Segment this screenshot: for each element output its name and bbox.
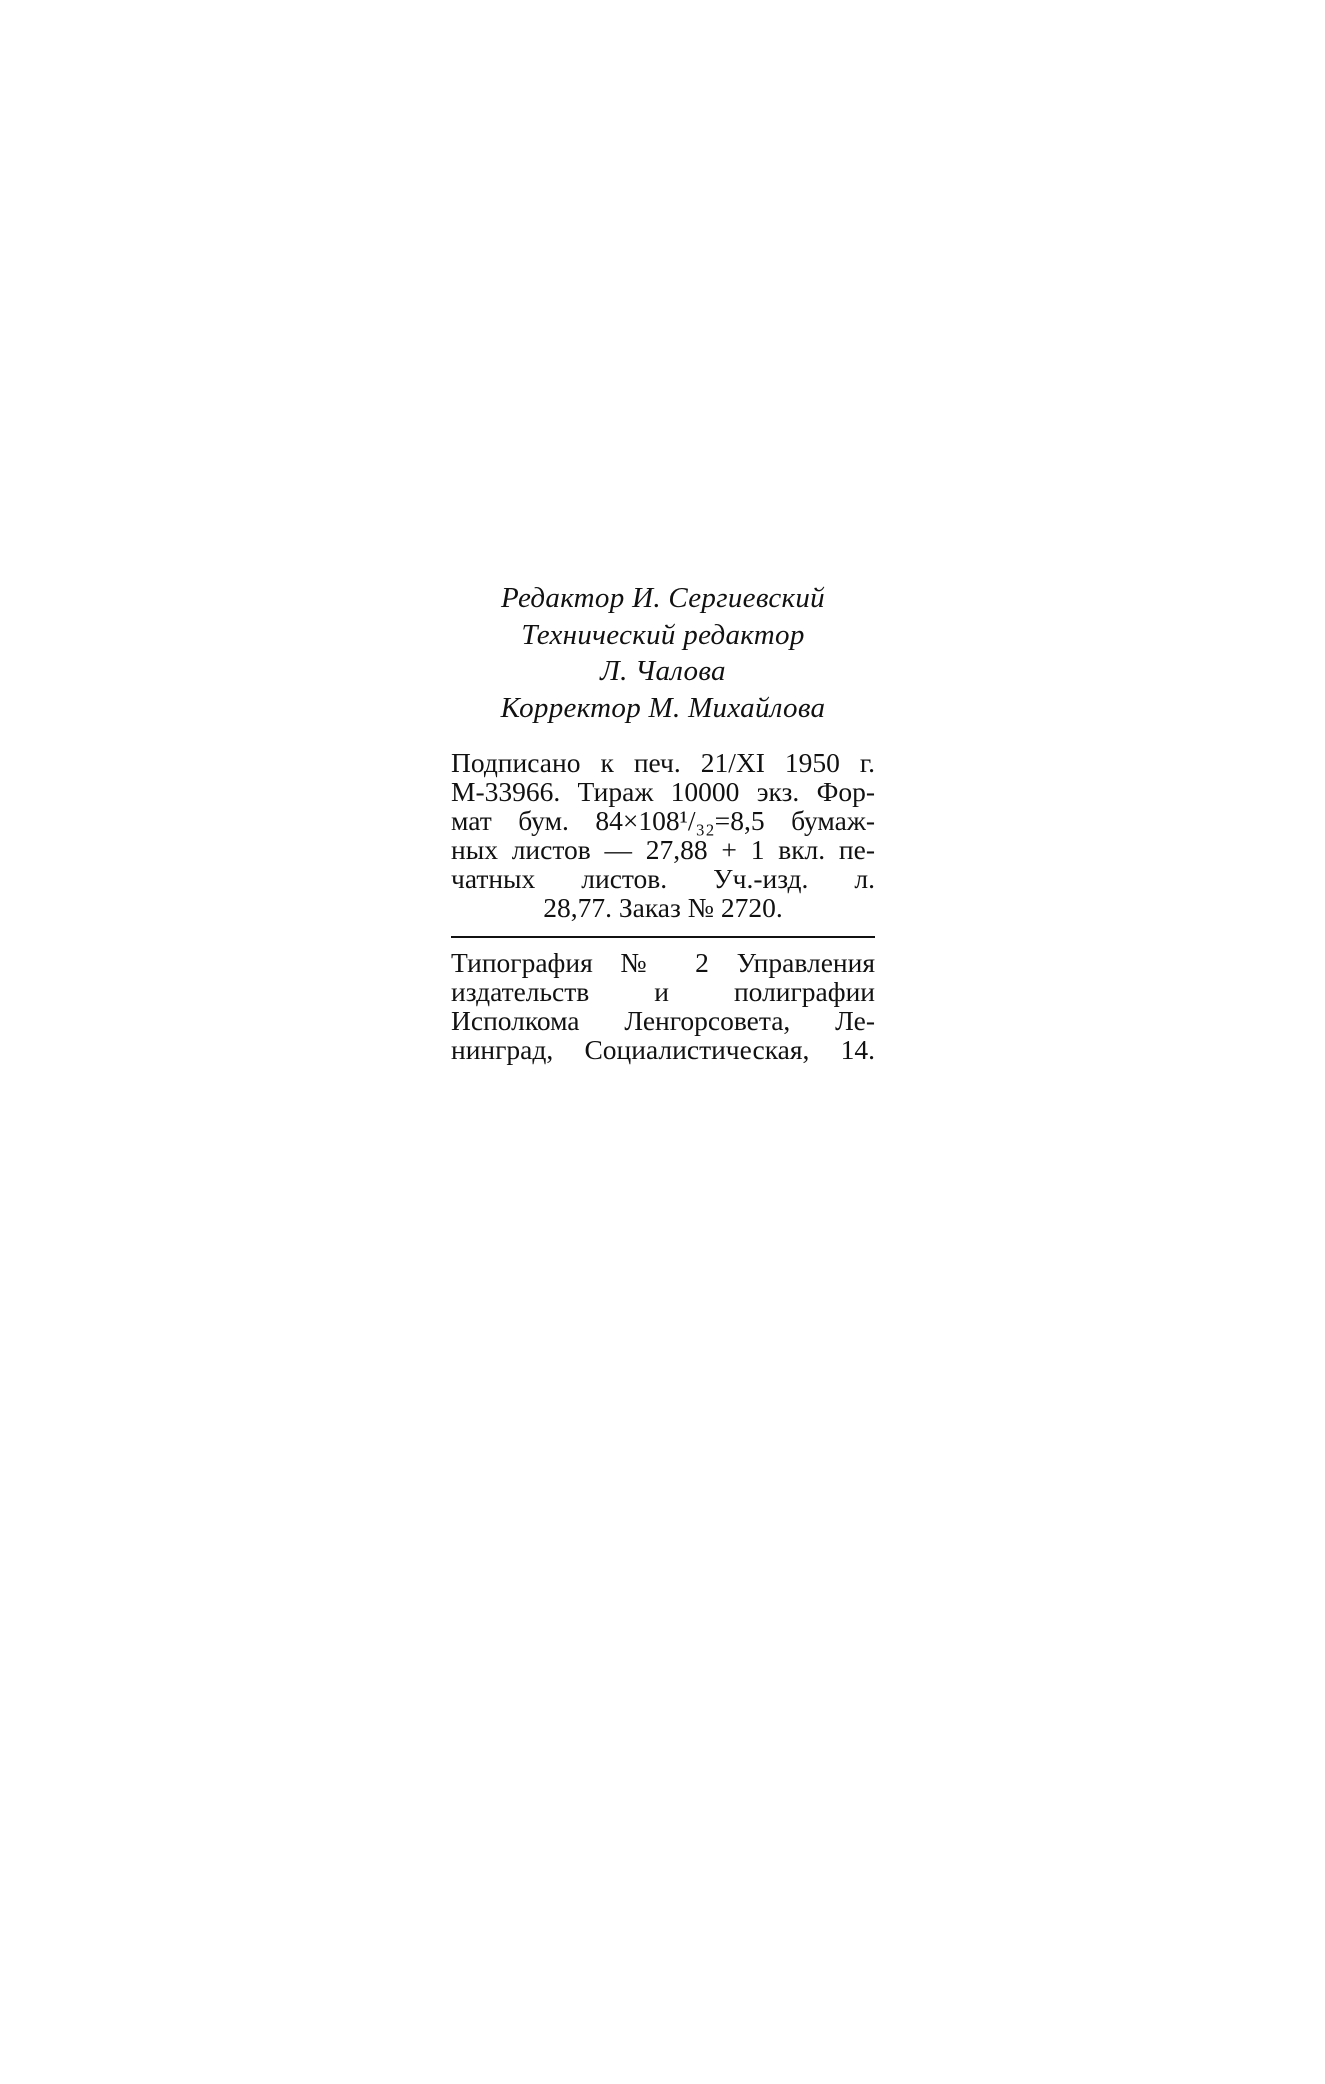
printer-line: Исполкома Ленгорсовета, Ле- — [451, 1005, 875, 1036]
printer-block — [451, 948, 875, 1064]
credits-block — [451, 580, 875, 726]
section-divider — [451, 936, 875, 938]
print-info-line: ных листов — 27,88 + 1 вкл. пе- — [451, 834, 875, 865]
colophon — [451, 580, 875, 1064]
credit-technical-editor-title: Технический редактор — [521, 618, 805, 651]
printer-line: издательств и полиграфии — [451, 976, 875, 1007]
credit-technical-editor-name: Л. Чалова — [600, 655, 726, 687]
printer-line: Типография № 2 Управления — [451, 947, 875, 978]
print-info-line: чатных листов. Уч.-изд. л. — [451, 863, 875, 894]
print-info-line: Подписано к печ. 21/XI 1950 г. — [451, 747, 875, 778]
print-info-line: мат бум. 84×108¹/₃₂=8,5 бумаж- — [451, 805, 875, 836]
print-info-block — [451, 748, 875, 922]
credit-proofreader: Корректор М. Михайлова — [500, 691, 826, 724]
print-info-line: 28,77. Заказ № 2720. — [543, 892, 783, 923]
credit-editor: Редактор И. Сергиевский — [501, 582, 825, 614]
print-info-line: М-33966. Тираж 10000 экз. Фор- — [451, 776, 875, 807]
printer-line: нинград, Социалистическая, 14. — [451, 1034, 875, 1065]
